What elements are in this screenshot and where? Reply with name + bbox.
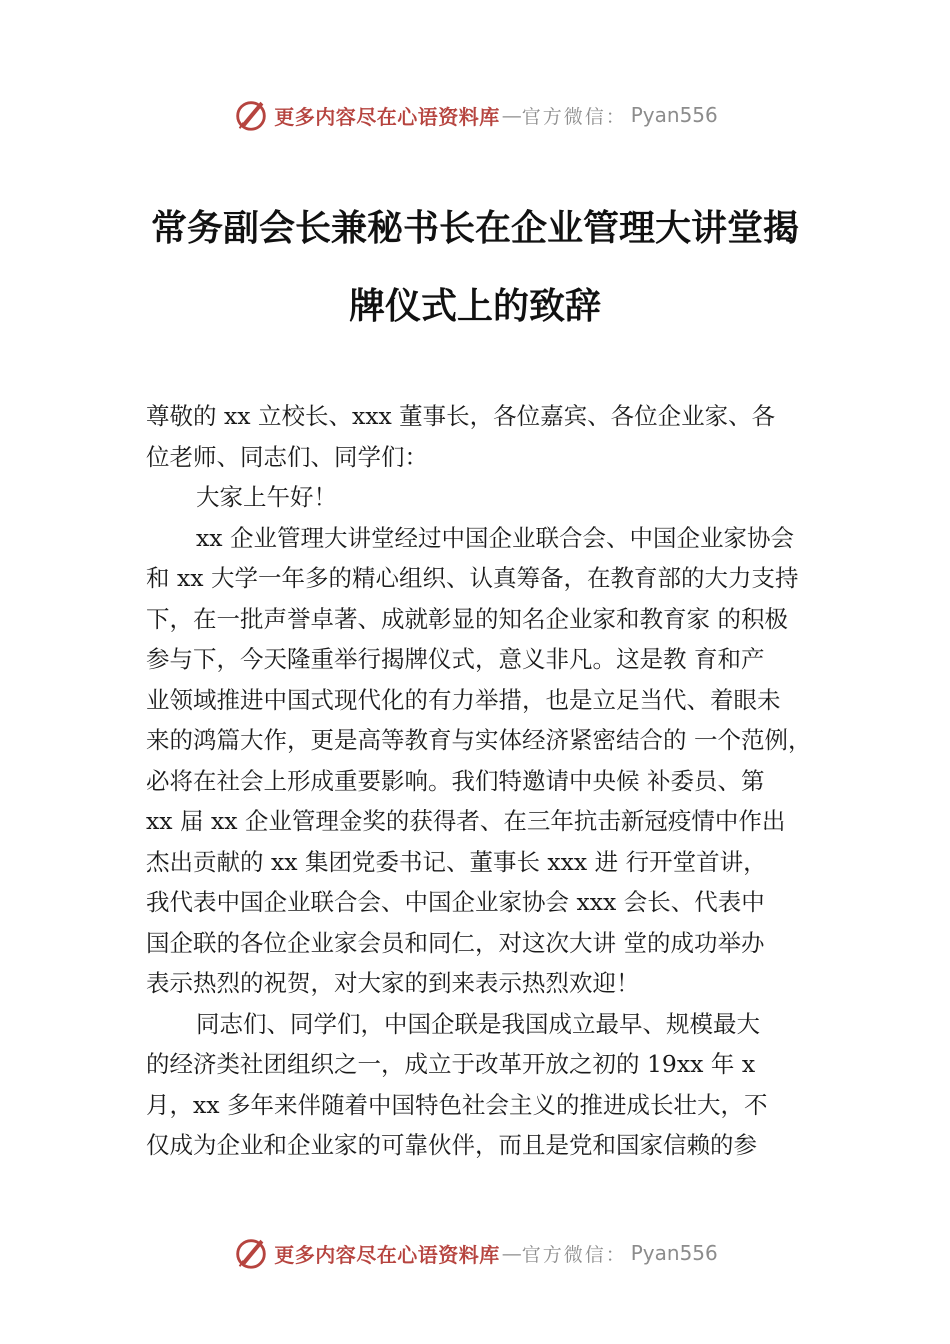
body-line: 位老师、同志们、同学们：: [146, 442, 428, 471]
banner-separator: —: [501, 103, 522, 127]
body-line: 和 xx 大学一年多的精心组织、认真筹备，在教育部的大力支持: [146, 564, 799, 592]
banner-wechat-label: 官方微信：: [521, 1243, 627, 1266]
banner-main-text: 更多内容尽在心语资料库: [274, 104, 500, 129]
document-title-line-1: 常务副会长兼秘书长在企业管理大讲堂揭: [150, 207, 799, 249]
document-title-line-2: 牌仪式上的致辞: [348, 285, 601, 327]
body-line: xx 届 xx 企业管理金奖的获得者、在三年抗击新冠疫情中作出: [146, 807, 786, 835]
quill-logo-icon: [232, 96, 270, 134]
document-body: [146, 396, 846, 1166]
body-line: 同志们、同学们，中国企联是我国成立最早、规模最大: [196, 1009, 760, 1038]
body-line: 杰出贡献的 xx 集团党委书记、董事长 xxx 进 行开堂首讲，: [146, 847, 767, 876]
body-line: 我代表中国企业联合会、中国企业家协会 xxx 会长、代表中: [146, 888, 765, 916]
body-line: 大家上午好！: [196, 483, 337, 511]
banner-wechat-id: Pyan556: [630, 1241, 718, 1265]
body-line: 必将在社会上形成重要影响。我们特邀请中央候 补委员、第: [146, 766, 765, 795]
body-line: 表示热烈的祝贺，对大家的到来表示热烈欢迎！: [146, 969, 640, 997]
header-banner: [0, 95, 950, 135]
body-line: 的经济类社团组织之一，成立于改革开放之初的 19xx 年 x: [146, 1050, 756, 1078]
banner-main-text: 更多内容尽在心语资料库: [274, 1242, 500, 1267]
body-line: 来的鸿篇大作，更是高等教育与实体经济紧密结合的 一个范例，: [146, 726, 812, 754]
body-line: 月，xx 多年来伴随着中国特色社会主义的推进成长壮大，不: [146, 1090, 768, 1119]
body-line: 国企联的各位企业家会员和同仁，对这次大讲 堂的成功举办: [146, 928, 765, 957]
body-line: 尊敬的 xx 立校长、xxx 董事长，各位嘉宾、各位企业家、各: [146, 402, 776, 430]
body-line: 仅成为企业和企业家的可靠伙伴，而且是党和国家信赖的参: [146, 1131, 757, 1159]
quill-logo-icon: [232, 1234, 270, 1272]
body-line: 参与下，今天隆重举行揭牌仪式，意义非凡。这是教 育和产: [146, 645, 765, 673]
banner-wechat-label: 官方微信：: [521, 105, 627, 128]
banner-separator: —: [501, 1241, 522, 1265]
footer-banner: [0, 1233, 950, 1273]
banner-wechat-id: Pyan556: [630, 103, 718, 127]
body-line: 业领域推进中国式现代化的有力举措，也是立足当代、着眼未: [146, 685, 781, 714]
body-line: 下，在一批声誉卓著、成就彰显的知名企业家和教育家 的积极: [146, 604, 788, 633]
body-line: xx 企业管理大讲堂经过中国企业联合会、中国企业家协会: [196, 523, 794, 552]
